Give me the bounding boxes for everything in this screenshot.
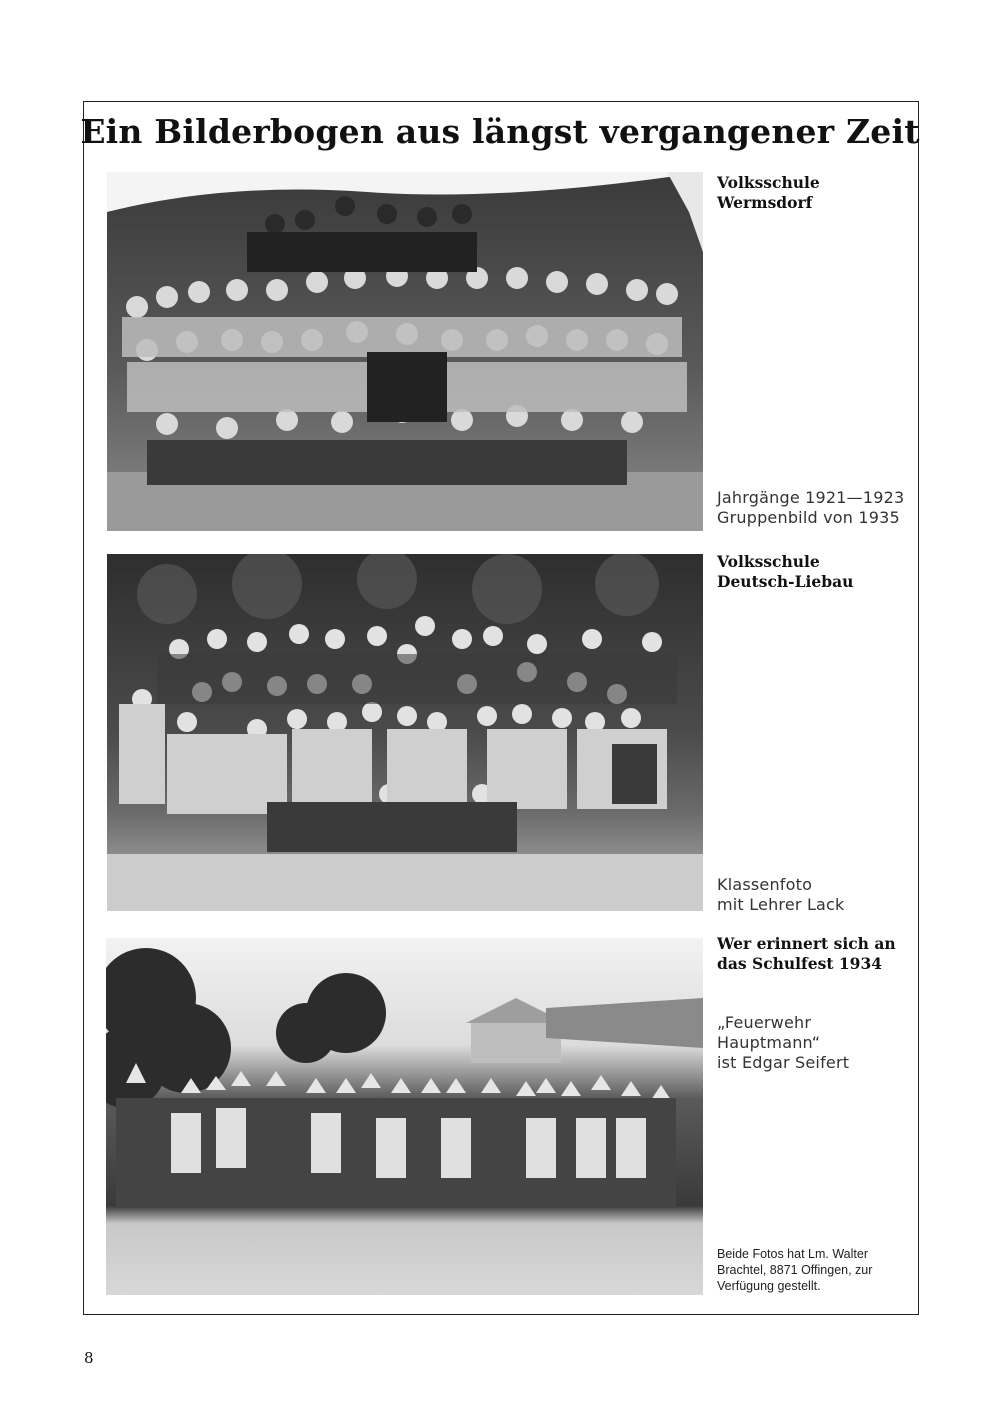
photo-caption <box>717 488 917 528</box>
section-heading <box>717 173 912 213</box>
page-title: Ein Bilderbogen aus längst vergangener Zeit <box>80 112 920 151</box>
caption-line: ist Edgar Seifert <box>717 1053 850 1072</box>
photo-caption <box>717 1013 917 1073</box>
photo-caption <box>717 875 917 915</box>
page-number: 8 <box>84 1349 94 1367</box>
caption-line: „Feuerwehr <box>717 1013 812 1032</box>
section-heading <box>717 552 912 592</box>
heading-line: Volksschule <box>717 552 820 571</box>
heading-line: Wer erinnert sich an <box>717 934 896 953</box>
caption-line: Jahrgänge 1921—1923 <box>717 488 905 507</box>
heading-line: Wermsdorf <box>717 193 813 212</box>
credit-line: Brachtel, 8871 Offingen, zur <box>717 1263 873 1277</box>
heading-line: Volksschule <box>717 173 820 192</box>
caption-line: Gruppenbild von 1935 <box>717 508 900 527</box>
photo-credit <box>717 1246 912 1294</box>
class-photo-deutsch-liebau <box>107 554 703 911</box>
school-festival-photo <box>106 938 703 1295</box>
caption-line: mit Lehrer Lack <box>717 895 845 914</box>
credit-line: Beide Fotos hat Lm. Walter <box>717 1247 868 1261</box>
caption-line: Hauptmann“ <box>717 1033 821 1052</box>
heading-line: das Schulfest 1934 <box>717 954 883 973</box>
heading-line: Deutsch-Liebau <box>717 572 854 591</box>
group-photo-wermsdorf <box>107 172 703 531</box>
caption-line: Klassenfoto <box>717 875 813 894</box>
section-heading <box>717 934 912 974</box>
credit-line: Verfügung gestellt. <box>717 1279 821 1293</box>
